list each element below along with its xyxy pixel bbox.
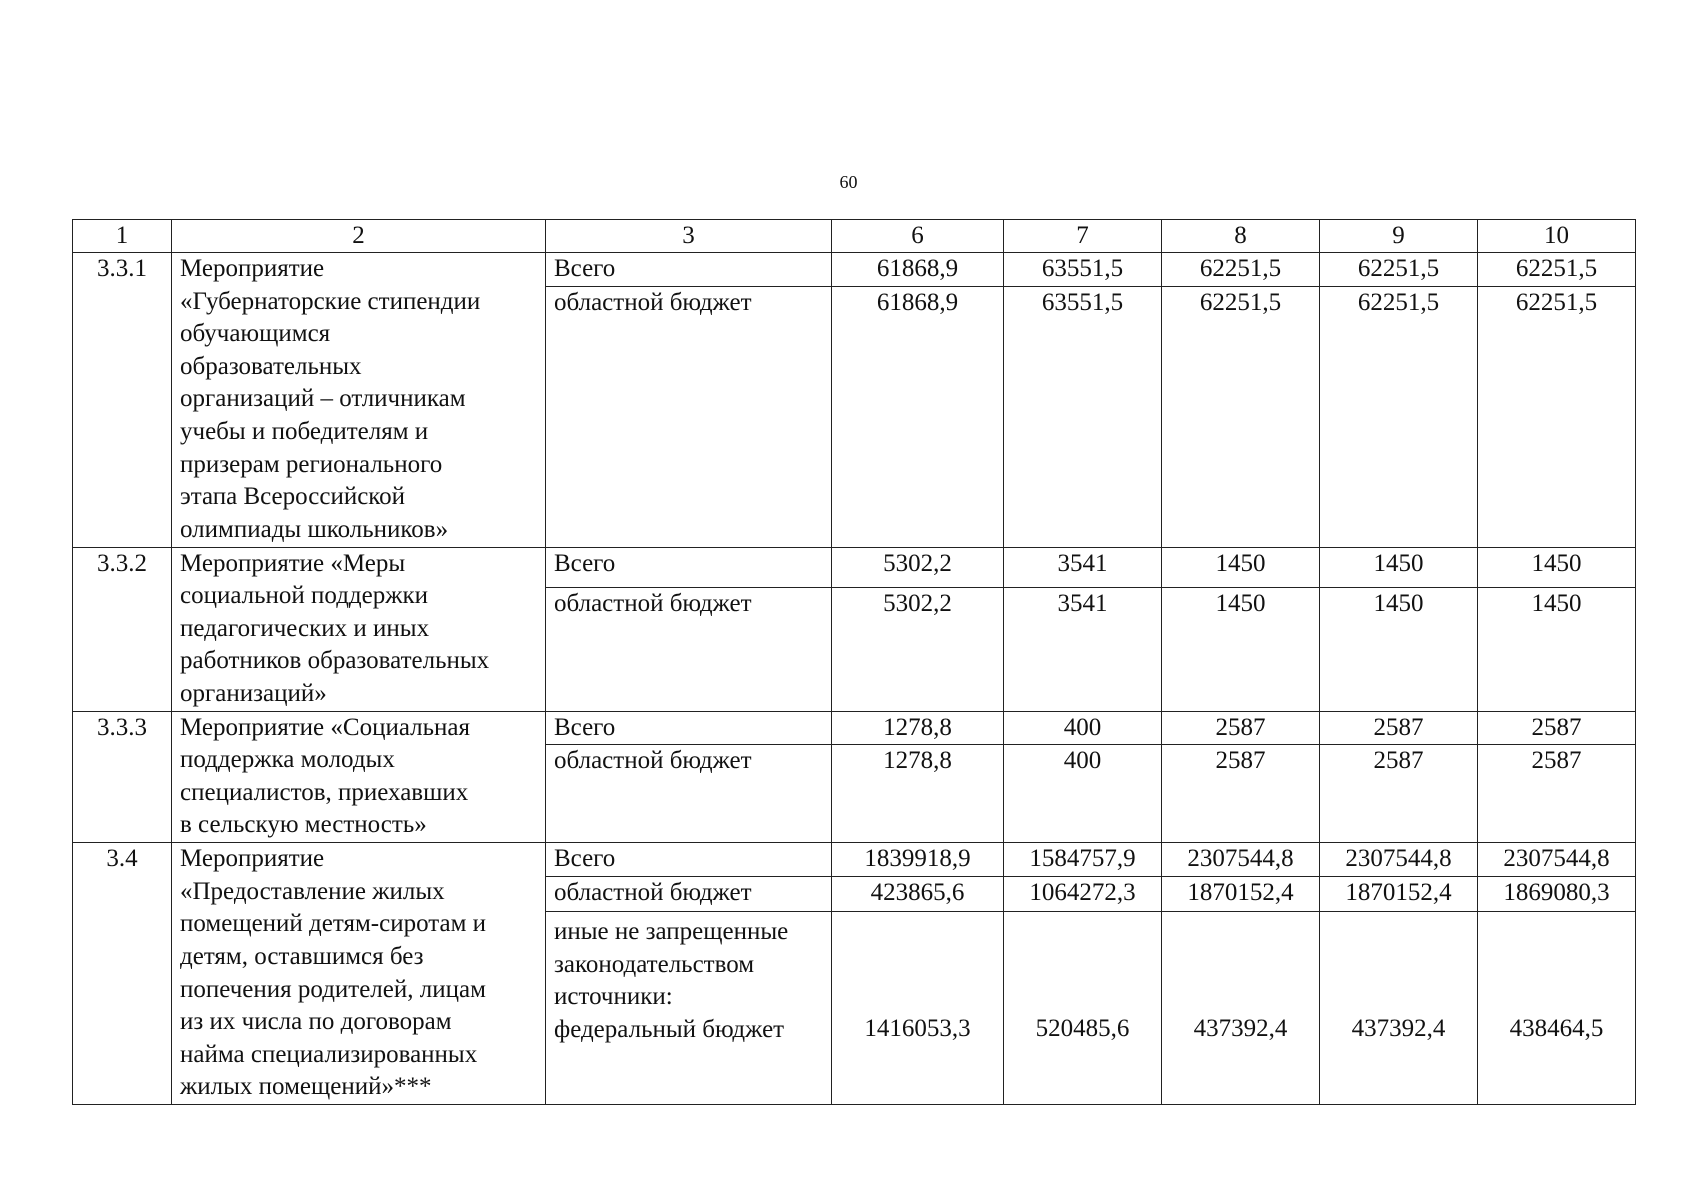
value-cell: 2307544,8 — [1478, 843, 1636, 877]
name-line: работников образовательных — [180, 647, 490, 675]
name-line: образовательных — [180, 352, 362, 380]
value-cell: 62251,5 — [1162, 286, 1320, 547]
source-line: иные не запрещенные — [554, 918, 789, 946]
value-cell: 3541 — [1004, 547, 1162, 587]
source-cell: областной бюджет — [546, 745, 832, 843]
source-line: федеральный бюджет — [554, 1015, 785, 1043]
table-row — [73, 711, 1636, 745]
value-cell: 400 — [1004, 745, 1162, 843]
value-cell: 2307544,8 — [1162, 843, 1320, 877]
value-cell: 62251,5 — [1478, 286, 1636, 547]
name-line: Мероприятие «Социальная — [180, 713, 471, 741]
value-cell: 63551,5 — [1004, 253, 1162, 287]
value-cell: 2587 — [1478, 711, 1636, 745]
header-row — [73, 220, 1636, 253]
value-cell: 437392,4 — [1162, 912, 1320, 1105]
value-cell: 2307544,8 — [1320, 843, 1478, 877]
name-line: специалистов, приехавших — [180, 778, 469, 806]
value-cell: 2587 — [1478, 745, 1636, 843]
name-line: «Предоставление жилых — [180, 877, 445, 905]
name-line: Мероприятие «Меры — [180, 549, 406, 577]
name-line: Мероприятие — [180, 255, 325, 282]
value-cell: 1064272,3 — [1004, 877, 1162, 912]
name-line: учебы и победителям и — [180, 417, 429, 445]
code-cell: 3.4 — [73, 843, 172, 1105]
name-line: помещений детям-сиротам и — [180, 910, 487, 938]
value-cell: 1584757,9 — [1004, 843, 1162, 877]
value-cell: 63551,5 — [1004, 286, 1162, 547]
name-line: социальной поддержки — [180, 582, 429, 610]
value-cell: 5302,2 — [832, 547, 1004, 587]
value-cell: 438464,5 — [1478, 912, 1636, 1105]
name-cell — [172, 843, 546, 1105]
name-line: из их числа по договорам — [180, 1008, 452, 1036]
budget-table — [72, 219, 1636, 1105]
value-cell: 1450 — [1162, 547, 1320, 587]
code-cell: 3.3.2 — [73, 547, 172, 711]
name-cell — [172, 711, 546, 843]
header-cell: 2 — [172, 220, 546, 253]
source-cell: областной бюджет — [546, 286, 832, 547]
value-cell: 1869080,3 — [1478, 877, 1636, 912]
value-cell: 2587 — [1320, 711, 1478, 745]
value-cell: 62251,5 — [1320, 253, 1478, 287]
code-cell: 3.3.3 — [73, 711, 172, 843]
code-cell: 3.3.1 — [73, 253, 172, 548]
table-row — [73, 843, 1636, 877]
name-line: детям, оставшимся без — [180, 942, 424, 970]
source-cell: Всего — [546, 711, 832, 745]
name-line: организаций» — [180, 679, 327, 707]
header-cell: 3 — [546, 220, 832, 253]
source-cell: Всего — [546, 253, 832, 287]
value-cell: 1450 — [1320, 587, 1478, 711]
source-cell — [546, 912, 832, 1105]
name-line: этапа Всероссийской — [180, 483, 406, 511]
table-row — [73, 547, 1636, 587]
name-line: в сельскую местность» — [180, 811, 427, 839]
value-cell: 62251,5 — [1162, 253, 1320, 287]
name-line: олимпиады школьников» — [180, 515, 449, 543]
name-line: попечения родителей, лицам — [180, 975, 486, 1003]
value-cell: 2587 — [1162, 711, 1320, 745]
value-cell: 1450 — [1478, 587, 1636, 711]
name-line: призерам регионального — [180, 450, 443, 478]
value-cell: 62251,5 — [1478, 253, 1636, 287]
name-line: поддержка молодых — [180, 746, 395, 774]
value-cell: 423865,6 — [832, 877, 1004, 912]
source-cell: областной бюджет — [546, 587, 832, 711]
value-cell: 62251,5 — [1320, 286, 1478, 547]
value-cell: 1278,8 — [832, 745, 1004, 843]
name-cell — [172, 547, 546, 711]
header-cell: 1 — [73, 220, 172, 253]
header-cell: 6 — [832, 220, 1004, 253]
value-cell: 400 — [1004, 711, 1162, 745]
source-cell: областной бюджет — [546, 877, 832, 912]
value-cell: 2587 — [1320, 745, 1478, 843]
source-line: источники: — [554, 983, 673, 1011]
source-line: законодательством — [554, 950, 755, 978]
value-cell: 2587 — [1162, 745, 1320, 843]
source-cell: Всего — [546, 547, 832, 587]
value-cell: 1870152,4 — [1320, 877, 1478, 912]
header-cell: 9 — [1320, 220, 1478, 253]
page-number: 60 — [839, 172, 858, 192]
value-cell: 1450 — [1478, 547, 1636, 587]
value-cell: 5302,2 — [832, 587, 1004, 711]
value-cell: 61868,9 — [832, 286, 1004, 547]
table-row — [73, 253, 1636, 287]
header-cell: 10 — [1478, 220, 1636, 253]
value-cell: 1870152,4 — [1162, 877, 1320, 912]
value-cell: 437392,4 — [1320, 912, 1478, 1105]
name-line: жилых помещений»*** — [180, 1073, 432, 1101]
value-cell: 3541 — [1004, 587, 1162, 711]
name-line: Мероприятие — [180, 845, 325, 873]
value-cell: 1416053,3 — [832, 912, 1004, 1105]
name-line: найма специализированных — [180, 1040, 478, 1068]
value-cell: 1278,8 — [832, 711, 1004, 745]
value-cell: 1450 — [1162, 587, 1320, 711]
value-cell: 520485,6 — [1004, 912, 1162, 1105]
header-cell: 7 — [1004, 220, 1162, 253]
name-line: обучающимся — [180, 320, 331, 348]
value-cell: 1450 — [1320, 547, 1478, 587]
value-cell: 61868,9 — [832, 253, 1004, 287]
name-line: «Губернаторские стипендии — [180, 287, 481, 315]
name-line: педагогических и иных — [180, 614, 430, 642]
value-cell: 1839918,9 — [832, 843, 1004, 877]
source-cell: Всего — [546, 843, 832, 877]
name-cell — [172, 253, 546, 548]
header-cell: 8 — [1162, 220, 1320, 253]
name-line: организаций – отличникам — [180, 385, 466, 413]
